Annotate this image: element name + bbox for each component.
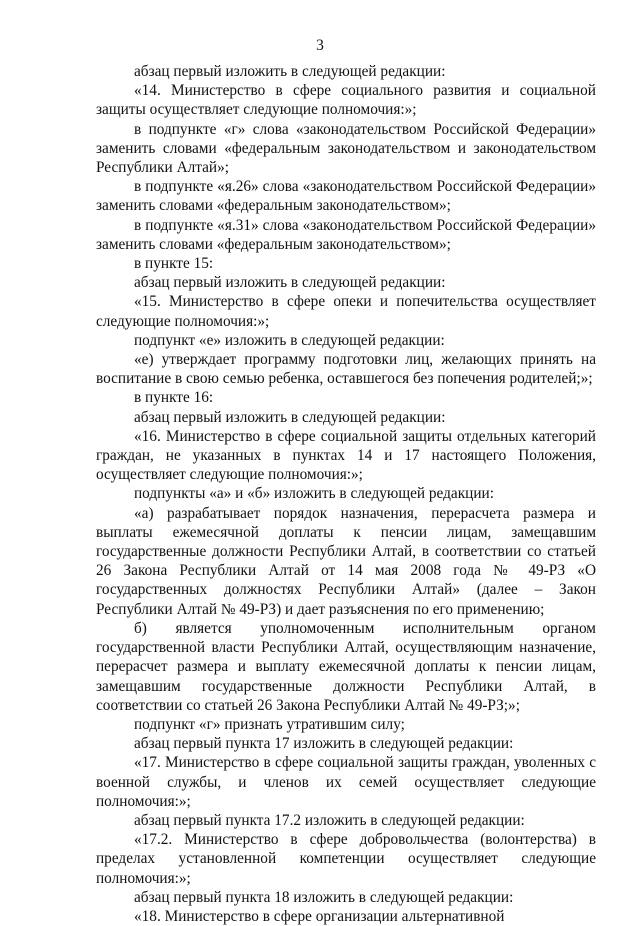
- page-number: 3: [316, 37, 324, 54]
- paragraph: в подпункте «я.31» слова «законодательством Российской Федерации» заменить словами «федеральным законодательством»;: [96, 216, 596, 253]
- paragraph: в подпункте «г» слова «законодательством Российской Федерации» заменить словами «федеральным законодательством и законодательством Республики Алтай»;: [96, 120, 596, 177]
- paragraph: «17.2. Министерство в сфере добровольчества (волонтерства) в пределах установленной компетенции осуществляет следующие полномочия:»;: [96, 831, 596, 887]
- paragraph: подпункт «г» признать утратившим силу;: [134, 715, 405, 733]
- paragraph: подпункты «а» и «б» изложить в следующей редакции:: [134, 485, 494, 503]
- paragraph: «18. Министерство в сфере организации альтернативной: [134, 907, 505, 925]
- paragraph: «а) разрабатывает порядок назначения, перерасчета размера и выплаты ежемесячной доплаты к пенсии лицам, замещавшим государственные должности Республики Алтай, в соответствии со статьей 26 Закона Республики Алтай от 14 мая 2008 года № 49-РЗ «О государственных должностях Республики Алтай» (далее – Закон Республики Алтай № 49-РЗ) и дает разъяснения по его применению;: [96, 504, 596, 618]
- paragraph: в пункте 16:: [134, 389, 214, 407]
- paragraph: в пункте 15:: [134, 255, 214, 273]
- paragraph: абзац первый изложить в следующей редакции:: [134, 274, 446, 292]
- paragraph: «16. Министерство в сфере социальной защиты отдельных категорий граждан, не указанных в пунктах 14 и 17 настоящего Положения, осуществляет следующие полномочия:»;: [96, 427, 596, 484]
- paragraph: б) является уполномоченным исполнительным органом государственной власти Республики Алтай, осуществляющим назначение, перерасчет размера и выплату ежемесячной доплаты к пенсии лицам, замещавшим государственные должности Республики Алтай, в соответствии со статьей 26 Закона Республики Алтай № 49-РЗ;»;: [96, 619, 596, 714]
- paragraph: абзац первый изложить в следующей редакции:: [134, 63, 446, 80]
- document-body: [96, 62, 596, 926]
- paragraph: абзац первый пункта 17.2 изложить в следующей редакции:: [134, 811, 525, 829]
- paragraph: абзац первый пункта 17 изложить в следующей редакции:: [134, 735, 514, 753]
- paragraph: «17. Министерство в сфере социальной защиты граждан, уволенных с военной службы, и членов их семей осуществляет следующие полномочия:»;: [96, 754, 596, 810]
- paragraph: в подпункте «я.26» слова «законодательством Российской Федерации» заменить словами «федеральным законодательством»;: [96, 178, 596, 215]
- paragraph: подпункт «е» изложить в следующей редакции:: [134, 331, 445, 349]
- paragraph: «15. Министерство в сфере опеки и попечительства осуществляет следующие полномочия:»;: [96, 293, 596, 330]
- paragraph: «14. Министерство в сфере социального развития и социальной защиты осуществляет следующие полномочия:»;: [96, 82, 596, 119]
- paragraph: абзац первый изложить в следующей редакции:: [134, 408, 446, 426]
- paragraph: абзац первый пункта 18 изложить в следующей редакции:: [134, 888, 514, 906]
- paragraph: «е) утверждает программу подготовки лиц, желающих принять на воспитание в свою семью ребенка, оставшегося без попечения родителей;»;: [96, 351, 596, 388]
